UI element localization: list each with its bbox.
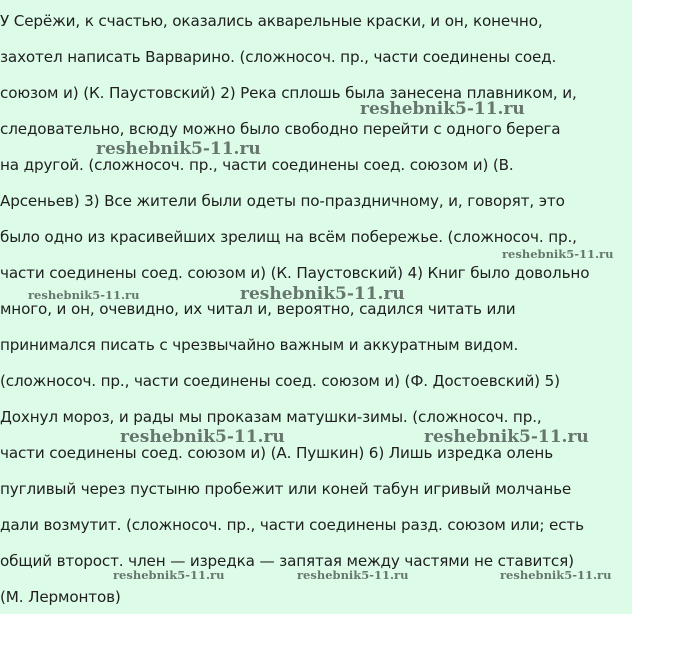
watermark: reshebnik5-11.ru (424, 427, 589, 447)
watermark: reshebnik5-11.ru (502, 247, 614, 261)
text-line: (М. Лермонтов) (0, 588, 121, 606)
watermark: reshebnik5-11.ru (113, 568, 225, 582)
text-line: части соединены соед. союзом и) (А. Пушкин) 6) Лишь изредка олень (0, 444, 553, 462)
text-line: было одно из красивейших зрелищ на всём побережье. (сложносоч. пр., (0, 228, 577, 246)
watermark: reshebnik5-11.ru (360, 99, 525, 119)
text-line: захотел написать Варварино. (сложносоч. пр., части соединены соед. (0, 48, 557, 66)
text-line: дали возмутит. (сложносоч. пр., части соединены разд. союзом или; есть (0, 516, 584, 534)
text-line: общий второст. член — изредка — запятая между частями не ставится) (0, 552, 574, 570)
text-line: части соединены соед. союзом и) (К. Паустовский) 4) Книг было довольно (0, 264, 590, 282)
text-line: на другой. (сложносоч. пр., части соединены соед. союзом и) (В. (0, 156, 514, 174)
text-line: принимался писать с чрезвычайно важным и аккуратным видом. (0, 336, 519, 354)
text-line: союзом и) (К. Паустовский) 2) Река сплошь была занесена плавником, и, (0, 84, 577, 102)
text-line: Дохнул мороз, и рады мы проказам матушки-зимы. (сложносоч. пр., (0, 408, 542, 426)
watermark: reshebnik5-11.ru (28, 288, 140, 302)
text-line: пугливый через пустыню пробежит или коней табун игривый молчанье (0, 480, 572, 498)
text-line: Арсеньев) 3) Все жители были одеты по-праздничному, и, говорят, это (0, 192, 565, 210)
watermark: reshebnik5-11.ru (96, 139, 261, 159)
text-line: (сложносоч. пр., части соединены соед. союзом и) (Ф. Достоевский) 5) (0, 372, 560, 390)
watermark: reshebnik5-11.ru (240, 284, 405, 304)
watermark: reshebnik5-11.ru (500, 568, 612, 582)
watermark: reshebnik5-11.ru (120, 427, 285, 447)
text-line: У Серёжи, к счастью, оказались акварельные краски, и он, конечно, (0, 12, 543, 30)
text-line: много, и он, очевидно, их читал и, вероятно, садился читать или (0, 300, 516, 318)
watermark: reshebnik5-11.ru (297, 568, 409, 582)
text-line: следовательно, всюду можно было свободно перейти с одного берега (0, 120, 561, 138)
